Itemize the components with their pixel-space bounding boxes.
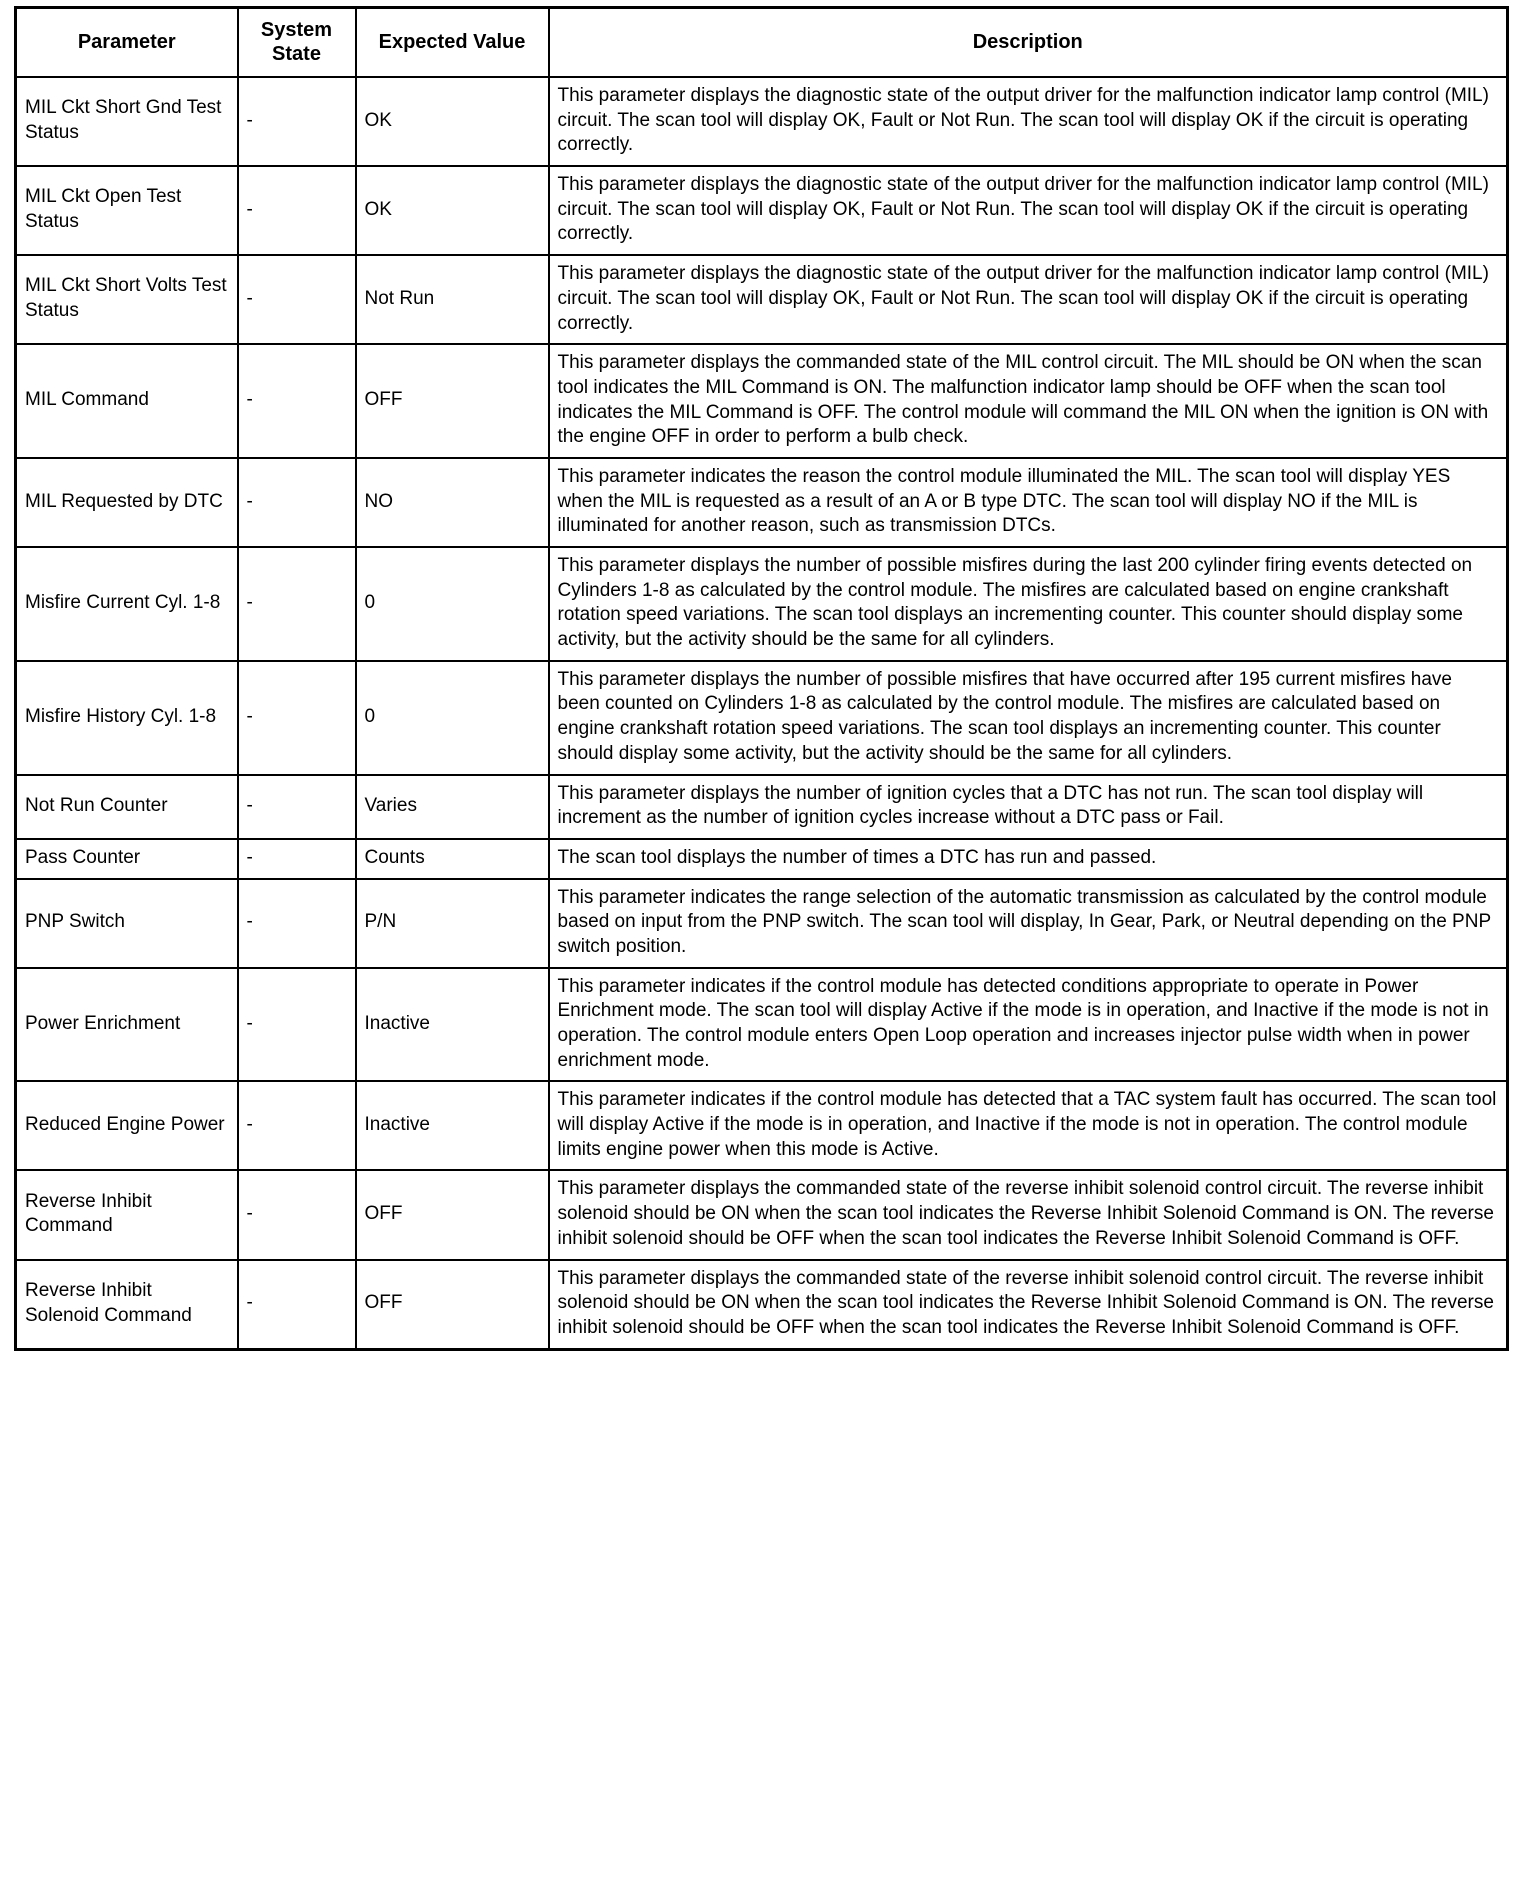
cell-parameter: Reverse Inhibit Solenoid Command — [16, 1260, 238, 1350]
scan-tool-parameter-table — [14, 6, 1509, 1351]
cell-system-state: - — [238, 879, 356, 968]
cell-description: This parameter indicates the reason the control module illuminated the MIL. The scan tool will display YES when the MIL is requested as a result of an A or B type DTC. The scan tool will display NO if the MIL is illuminated for another reason, such as transmission DTCs. — [549, 458, 1508, 547]
cell-description: This parameter displays the number of ignition cycles that a DTC has not run. The scan tool display will increment as the number of ignition cycles increase without a DTC pass or Fail. — [549, 775, 1508, 839]
cell-description: This parameter indicates if the control module has detected that a TAC system fault has occurred. The scan tool will display Active if the mode is in operation, and Inactive if the mode is not in operation. The control module limits engine power when this mode is Active. — [549, 1081, 1508, 1170]
table-row — [16, 879, 1508, 968]
column-header-system-state: System State — [238, 8, 356, 78]
cell-parameter: Misfire History Cyl. 1-8 — [16, 661, 238, 775]
cell-expected-value: Inactive — [356, 968, 549, 1082]
cell-parameter: MIL Command — [16, 344, 238, 458]
cell-system-state: - — [238, 839, 356, 879]
cell-expected-value: P/N — [356, 879, 549, 968]
cell-parameter: Pass Counter — [16, 839, 238, 879]
table-row — [16, 1260, 1508, 1350]
table-row — [16, 77, 1508, 166]
cell-expected-value: Not Run — [356, 255, 549, 344]
cell-system-state: - — [238, 547, 356, 661]
cell-parameter: Reduced Engine Power — [16, 1081, 238, 1170]
cell-system-state: - — [238, 661, 356, 775]
cell-parameter: MIL Ckt Short Volts Test Status — [16, 255, 238, 344]
table-row — [16, 547, 1508, 661]
cell-expected-value: OFF — [356, 1170, 549, 1259]
cell-description: This parameter displays the commanded state of the reverse inhibit solenoid control circuit. The reverse inhibit solenoid should be ON when the scan tool indicates the Reverse Inhibit Solenoid Command is ON. The reverse inhibit solenoid should be OFF when the scan tool indicates the Reverse Inhibit Solenoid Command is OFF. — [549, 1260, 1508, 1350]
cell-expected-value: OK — [356, 166, 549, 255]
table-row — [16, 1170, 1508, 1259]
table-row — [16, 775, 1508, 839]
cell-description: This parameter displays the commanded state of the reverse inhibit solenoid control circuit. The reverse inhibit solenoid should be ON when the scan tool indicates the Reverse Inhibit Solenoid Command is ON. The reverse inhibit solenoid should be OFF when the scan tool indicates the Reverse Inhibit Solenoid Command is OFF. — [549, 1170, 1508, 1259]
cell-expected-value: OFF — [356, 344, 549, 458]
cell-system-state: - — [238, 255, 356, 344]
cell-system-state: - — [238, 775, 356, 839]
cell-expected-value: NO — [356, 458, 549, 547]
column-header-parameter: Parameter — [16, 8, 238, 78]
cell-parameter: MIL Ckt Open Test Status — [16, 166, 238, 255]
table-row — [16, 661, 1508, 775]
cell-parameter: Misfire Current Cyl. 1-8 — [16, 547, 238, 661]
table-row — [16, 166, 1508, 255]
cell-description: This parameter displays the number of possible misfires during the last 200 cylinder firing events detected on Cylinders 1-8 as calculated by the control module. The misfires are calculated based on engine crankshaft rotation speed variations. The scan tool displays an incrementing counter. This counter should display some activity, but the activity should be the same for all cylinders. — [549, 547, 1508, 661]
cell-description: This parameter displays the number of possible misfires that have occurred after 195 current misfires have been counted on Cylinders 1-8 as calculated by the control module. The misfires are calculated based on engine crankshaft rotation speed variations. The scan tool displays an incrementing counter. This counter should display some activity, but the activity should be the same for all cylinders. — [549, 661, 1508, 775]
cell-parameter: Power Enrichment — [16, 968, 238, 1082]
table-row — [16, 458, 1508, 547]
cell-description: This parameter displays the diagnostic state of the output driver for the malfunction indicator lamp control (MIL) circuit. The scan tool will display OK, Fault or Not Run. The scan tool will display OK if the circuit is operating correctly. — [549, 166, 1508, 255]
cell-expected-value: Inactive — [356, 1081, 549, 1170]
cell-system-state: - — [238, 968, 356, 1082]
cell-expected-value: OFF — [356, 1260, 549, 1350]
table-header-row — [16, 8, 1508, 78]
cell-system-state: - — [238, 166, 356, 255]
table-row — [16, 344, 1508, 458]
cell-description: This parameter displays the diagnostic state of the output driver for the malfunction indicator lamp control (MIL) circuit. The scan tool will display OK, Fault or Not Run. The scan tool will display OK if the circuit is operating correctly. — [549, 255, 1508, 344]
cell-parameter: MIL Ckt Short Gnd Test Status — [16, 77, 238, 166]
cell-system-state: - — [238, 1170, 356, 1259]
column-header-expected-value: Expected Value — [356, 8, 549, 78]
table-row — [16, 968, 1508, 1082]
cell-system-state: - — [238, 1081, 356, 1170]
cell-description: The scan tool displays the number of times a DTC has run and passed. — [549, 839, 1508, 879]
cell-parameter: Not Run Counter — [16, 775, 238, 839]
cell-description: This parameter displays the diagnostic state of the output driver for the malfunction indicator lamp control (MIL) circuit. The scan tool will display OK, Fault or Not Run. The scan tool will display OK if the circuit is operating correctly. — [549, 77, 1508, 166]
cell-expected-value: OK — [356, 77, 549, 166]
table-row — [16, 839, 1508, 879]
cell-parameter: MIL Requested by DTC — [16, 458, 238, 547]
cell-system-state: - — [238, 77, 356, 166]
cell-expected-value: Varies — [356, 775, 549, 839]
cell-system-state: - — [238, 344, 356, 458]
cell-expected-value: Counts — [356, 839, 549, 879]
table-header — [16, 8, 1508, 78]
cell-description: This parameter indicates if the control module has detected conditions appropriate to operate in Power Enrichment mode. The scan tool will display Active if the mode is in operation, and Inactive if the mode is not in operation. The control module enters Open Loop operation and increases injector pulse width when in power enrichment mode. — [549, 968, 1508, 1082]
cell-description: This parameter displays the commanded state of the MIL control circuit. The MIL should be ON when the scan tool indicates the MIL Command is ON. The malfunction indicator lamp should be OFF when the scan tool indicates the MIL Command is OFF. The control module will command the MIL ON when the ignition is ON with the engine OFF in order to perform a bulb check. — [549, 344, 1508, 458]
cell-system-state: - — [238, 458, 356, 547]
cell-parameter: PNP Switch — [16, 879, 238, 968]
table-row — [16, 1081, 1508, 1170]
cell-description: This parameter indicates the range selection of the automatic transmission as calculated by the control module based on input from the PNP switch. The scan tool will display, In Gear, Park, or Neutral depending on the PNP switch position. — [549, 879, 1508, 968]
cell-expected-value: 0 — [356, 547, 549, 661]
cell-expected-value: 0 — [356, 661, 549, 775]
table-body — [16, 77, 1508, 1349]
cell-system-state: - — [238, 1260, 356, 1350]
table-row — [16, 255, 1508, 344]
cell-parameter: Reverse Inhibit Command — [16, 1170, 238, 1259]
column-header-description: Description — [549, 8, 1508, 78]
